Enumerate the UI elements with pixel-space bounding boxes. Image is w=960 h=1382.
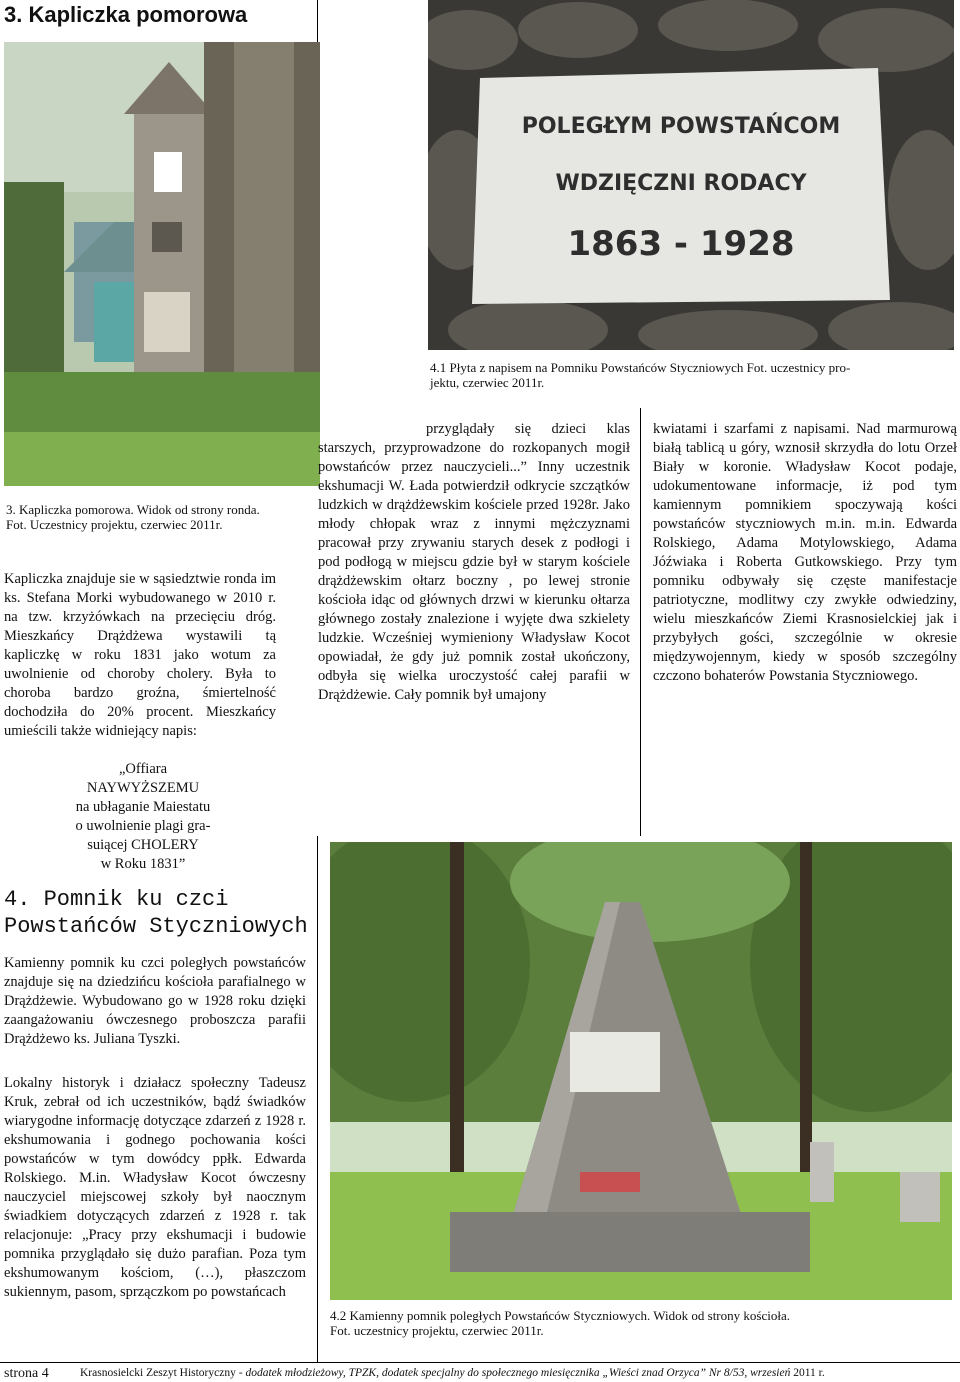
column-2-text: przyglądały się dzieci klas starszych, przyprowadzone do rozkopanych mogił powstańców przez nauczycieli...” Inny uczestnik ekshumacji W. Łada potwierdził odkrycie szczątków ludzkich w drążdżewskim kościele przed 1928r. Jako młody chłopak wraz z innymi mężczyznami pracował przy zrywaniu starych desek z podłogi i pod podłogą w miejscu gdzie był w starym kościele drążdżewskim ołtarz boczny , po lewej stronie kościoła idąc od głównych drzwi w kierunku ołtarza głównego zostały znalezione i wyjęte dwa szkielety ludzkie. Wcześniej wymieniony Władysław Kocot opowiadał, że gdy już pomnik został ukończony, odbyła się wielka uroczystość całej parafii w Drążdżewie. Cały pomnik był umajony [318, 421, 630, 703]
plaque-line-1: POLEGŁYM POWSTAŃCOM [521, 114, 841, 139]
chapel-photo-caption: 3. Kapliczka pomorowa. Widok od strony ronda. Fot. Uczestnicy projektu, czerwiec 2011r. [6, 502, 260, 532]
plaque-photo-caption: 4.1 Płyta z napisem na Pomniku Powstańców Styczniowych Fot. uczestnicy pro- jektu, czerwiec 2011r. [430, 360, 851, 390]
monument-description: Kamienny pomnik ku czci poległych powstańców znajduje się na dziedzińcu kościoła parafialnego w Drążdżewie. Wybudowano go w 1928 roku dzięki zaangażowaniu ówczesnego proboszcza parafii Drążdżewo ks. Juliana Tyszki. [4, 955, 306, 1047]
plaque-photo [428, 0, 954, 350]
plaque-line-2: WDZIĘCZNI RODACY [555, 171, 807, 196]
column-divider-right [640, 408, 641, 836]
page-number: strona 4 [4, 1366, 49, 1381]
column-3-text: kwiatami i szarfami z napisami. Nad marmurową białą tablicą u góry, wznosił skrzydła do lotu Orzeł Biały w koronie. Władysław Kocot podaje, udokumentowane informacje, iż pod tym kamiennym pomnikiem spoczywają kości powstańców styczniowych m.in. m.in. Edwarda Rolskiego, Adama Motylowskiego, Adama Jóźwiaka i Roberta Gutkowskiego. Przy tym pomniku odbywały się częste manifestacje patriotyczne, modlitwy czy zwykłe odwiedziny, wielu mieszkańców Ziemi Krasnosielckiej jak i przybyłych gości, szczególnie w okresie międzywojennym, kiedy w sposób szczególny czczono bohaterów Powstania Styczniowego. [653, 421, 957, 684]
section-3-title: 3. Kapliczka pomorowa [4, 2, 248, 27]
historian-account: Lokalny historyk i działacz społeczny Tadeusz Kruk, zebrał od ich uczestników, bądź świadków wiarygodne informację dotyczące zdarzeń z 1928 r. ekshumowania i godnego pochowania kości powstańców w tym dowódcy ppłk. Edwarda Rolskiego. M.in. Władysław Kocot ówczesny nauczyciel miejscowej szkoły był naocznym świadkiem dotyczących zdarzeń z 1928 r. tak relacjonuje: „Pracy przy ekshumacji i budowie pomnika przyglądało się dużo parafian. Poza tym ekshumowanym kościom, (…), płaszczom sukiennym, pasom, sprzączkom po powstańcach [4, 1075, 306, 1300]
monument-photo-caption: 4.2 Kamienny pomnik poległych Powstańców Styczniowych. Widok od strony kościoła. Fot. uczestnicy projektu, czerwiec 2011r. [330, 1308, 790, 1338]
chapel-inscription: „Offiara NAYWYŻSZEMU na ubłaganie Maiestatu o uwolnienie plagi gra- suiącej CHOLERY w Roku 1831” [75, 761, 211, 872]
page-footer [0, 1364, 960, 1382]
section-4-title: 4. Pomnik ku czci Powstańców Styczniowych [4, 887, 308, 939]
chapel-photo [4, 42, 320, 486]
publication-info: Krasnosielcki Zeszyt Historyczny - dodatek młodzieżowy, TPZK, dodatek specjalny do społecznego miesięcznika „Wieści znad Orzyca” Nr 8/53, wrzesień 2011 r. [80, 1367, 825, 1379]
plaque-line-3: 1863 - 1928 [567, 224, 795, 264]
footer-rule [0, 1362, 960, 1363]
monument-photo [330, 842, 952, 1300]
chapel-description: Kapliczka znajduje sie w sąsiedztwie ronda im ks. Stefana Morki wybudowanego w 2010 r. na tzw. krzyżówkach na przecięciu dróg. Mieszkańcy Drążdżewa wystawili tą kapliczkę w roku 1831 jako wotum za uwolnienie od choroby cholery. Była to choroba bardzo groźna, śmiertelność dochodziła do 20% procent. Mieszkańcy umieścili także widniejący napis: [4, 571, 276, 739]
column-divider-left [317, 0, 318, 44]
